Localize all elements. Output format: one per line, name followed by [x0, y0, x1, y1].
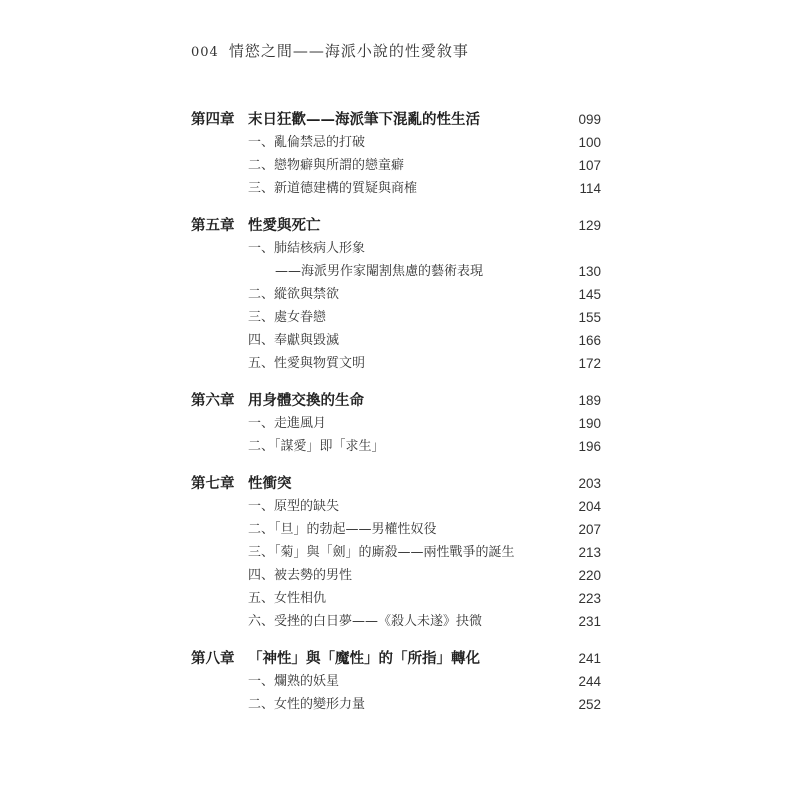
chapter-title: 用身體交換的生命 — [248, 392, 364, 409]
section-entry[interactable] — [191, 541, 601, 564]
section-page-number: 244 — [578, 674, 601, 689]
section-title: 二、「謀愛」即「求生」 — [248, 439, 385, 454]
section-title: 四、奉獻與毀滅 — [248, 333, 340, 348]
section-entry[interactable] — [191, 693, 601, 716]
section-page-number: 155 — [578, 310, 601, 325]
section-entry[interactable] — [191, 237, 601, 260]
section-page-number: 204 — [578, 499, 601, 514]
chapter-number: 第四章 — [191, 111, 235, 128]
section-title: 四、被去勢的男性 — [248, 568, 353, 583]
chapter-block — [191, 472, 601, 633]
chapter-title: 「神性」與「魔性」的「所指」轉化 — [248, 650, 480, 667]
section-title: 三、新道德建構的質疑與商榷 — [248, 181, 418, 196]
chapter-heading[interactable] — [191, 389, 601, 412]
chapter-heading[interactable] — [191, 108, 601, 131]
section-title: 二、縱欲與禁欲 — [248, 287, 340, 302]
section-entry[interactable] — [191, 564, 601, 587]
section-entry[interactable] — [191, 610, 601, 633]
section-entry[interactable] — [191, 352, 601, 375]
chapter-heading[interactable] — [191, 214, 601, 237]
section-page-number: 220 — [578, 568, 601, 583]
chapter-page-number: 129 — [578, 218, 601, 233]
section-title: 一、走進風月 — [248, 416, 327, 431]
section-page-number: 100 — [578, 135, 601, 150]
section-entry[interactable] — [191, 495, 601, 518]
chapter-number: 第五章 — [191, 217, 235, 234]
section-entry[interactable] — [191, 177, 601, 200]
chapter-block — [191, 214, 601, 375]
section-page-number: 196 — [578, 439, 601, 454]
chapter-title: 性愛與死亡 — [248, 217, 321, 234]
section-page-number: 213 — [578, 545, 601, 560]
chapter-heading[interactable] — [191, 472, 601, 495]
section-page-number: 107 — [578, 158, 601, 173]
section-page-number: 145 — [578, 287, 601, 302]
chapter-page-number: 099 — [578, 112, 601, 127]
chapter-title: 末日狂歡——海派筆下混亂的性生活 — [248, 111, 480, 128]
chapter-page-number: 241 — [578, 651, 601, 666]
section-title: 一、爛熟的妖星 — [248, 674, 340, 689]
section-entry[interactable] — [191, 670, 601, 693]
section-page-number: 172 — [578, 356, 601, 371]
section-entry[interactable] — [191, 283, 601, 306]
section-page-number: 231 — [578, 614, 601, 629]
section-entry[interactable] — [191, 154, 601, 177]
section-page-number: 130 — [578, 264, 601, 279]
chapter-block — [191, 389, 601, 458]
section-title: 六、受挫的白日夢——《殺人未遂》抉微 — [248, 614, 483, 629]
section-entry[interactable] — [191, 306, 601, 329]
page-number: 004 — [191, 45, 219, 60]
section-page-number: 190 — [578, 416, 601, 431]
section-title: 三、「菊」與「劍」的廝殺——兩性戰爭的誕生 — [248, 545, 515, 560]
section-title: ——海派男作家閹割焦慮的藝術表現 — [275, 264, 484, 279]
section-title: 二、「旦」的勃起——男權性奴役 — [248, 522, 437, 537]
section-entry[interactable] — [191, 518, 601, 541]
section-page-number: 207 — [578, 522, 601, 537]
running-head — [191, 40, 469, 64]
section-page-number: 223 — [578, 591, 601, 606]
chapter-number: 第六章 — [191, 392, 235, 409]
section-title: 一、肺結核病人形象 — [248, 241, 366, 256]
chapter-number: 第八章 — [191, 650, 235, 667]
chapter-block — [191, 108, 601, 200]
section-page-number: 252 — [578, 697, 601, 712]
table-of-contents — [191, 108, 601, 730]
section-title: 二、女性的變形力量 — [248, 697, 366, 712]
section-page-number: 166 — [578, 333, 601, 348]
section-title: 一、原型的缺失 — [248, 499, 340, 514]
section-title: 五、性愛與物質文明 — [248, 356, 366, 371]
section-entry[interactable] — [191, 260, 601, 283]
chapter-page-number: 203 — [578, 476, 601, 491]
section-entry[interactable] — [191, 412, 601, 435]
section-entry[interactable] — [191, 587, 601, 610]
chapter-title: 性衝突 — [248, 475, 292, 492]
section-page-number: 114 — [579, 181, 601, 196]
chapter-heading[interactable] — [191, 647, 601, 670]
section-title: 三、處女眷戀 — [248, 310, 327, 325]
section-title: 五、女性相仇 — [248, 591, 327, 606]
section-title: 二、戀物癖與所謂的戀童癖 — [248, 158, 405, 173]
section-entry[interactable] — [191, 435, 601, 458]
section-entry[interactable] — [191, 329, 601, 352]
section-entry[interactable] — [191, 131, 601, 154]
chapter-block — [191, 647, 601, 716]
book-title: 情慾之間——海派小說的性愛敘事 — [228, 42, 469, 60]
chapter-number: 第七章 — [191, 475, 235, 492]
section-title: 一、亂倫禁忌的打破 — [248, 135, 366, 150]
chapter-page-number: 189 — [578, 393, 601, 408]
